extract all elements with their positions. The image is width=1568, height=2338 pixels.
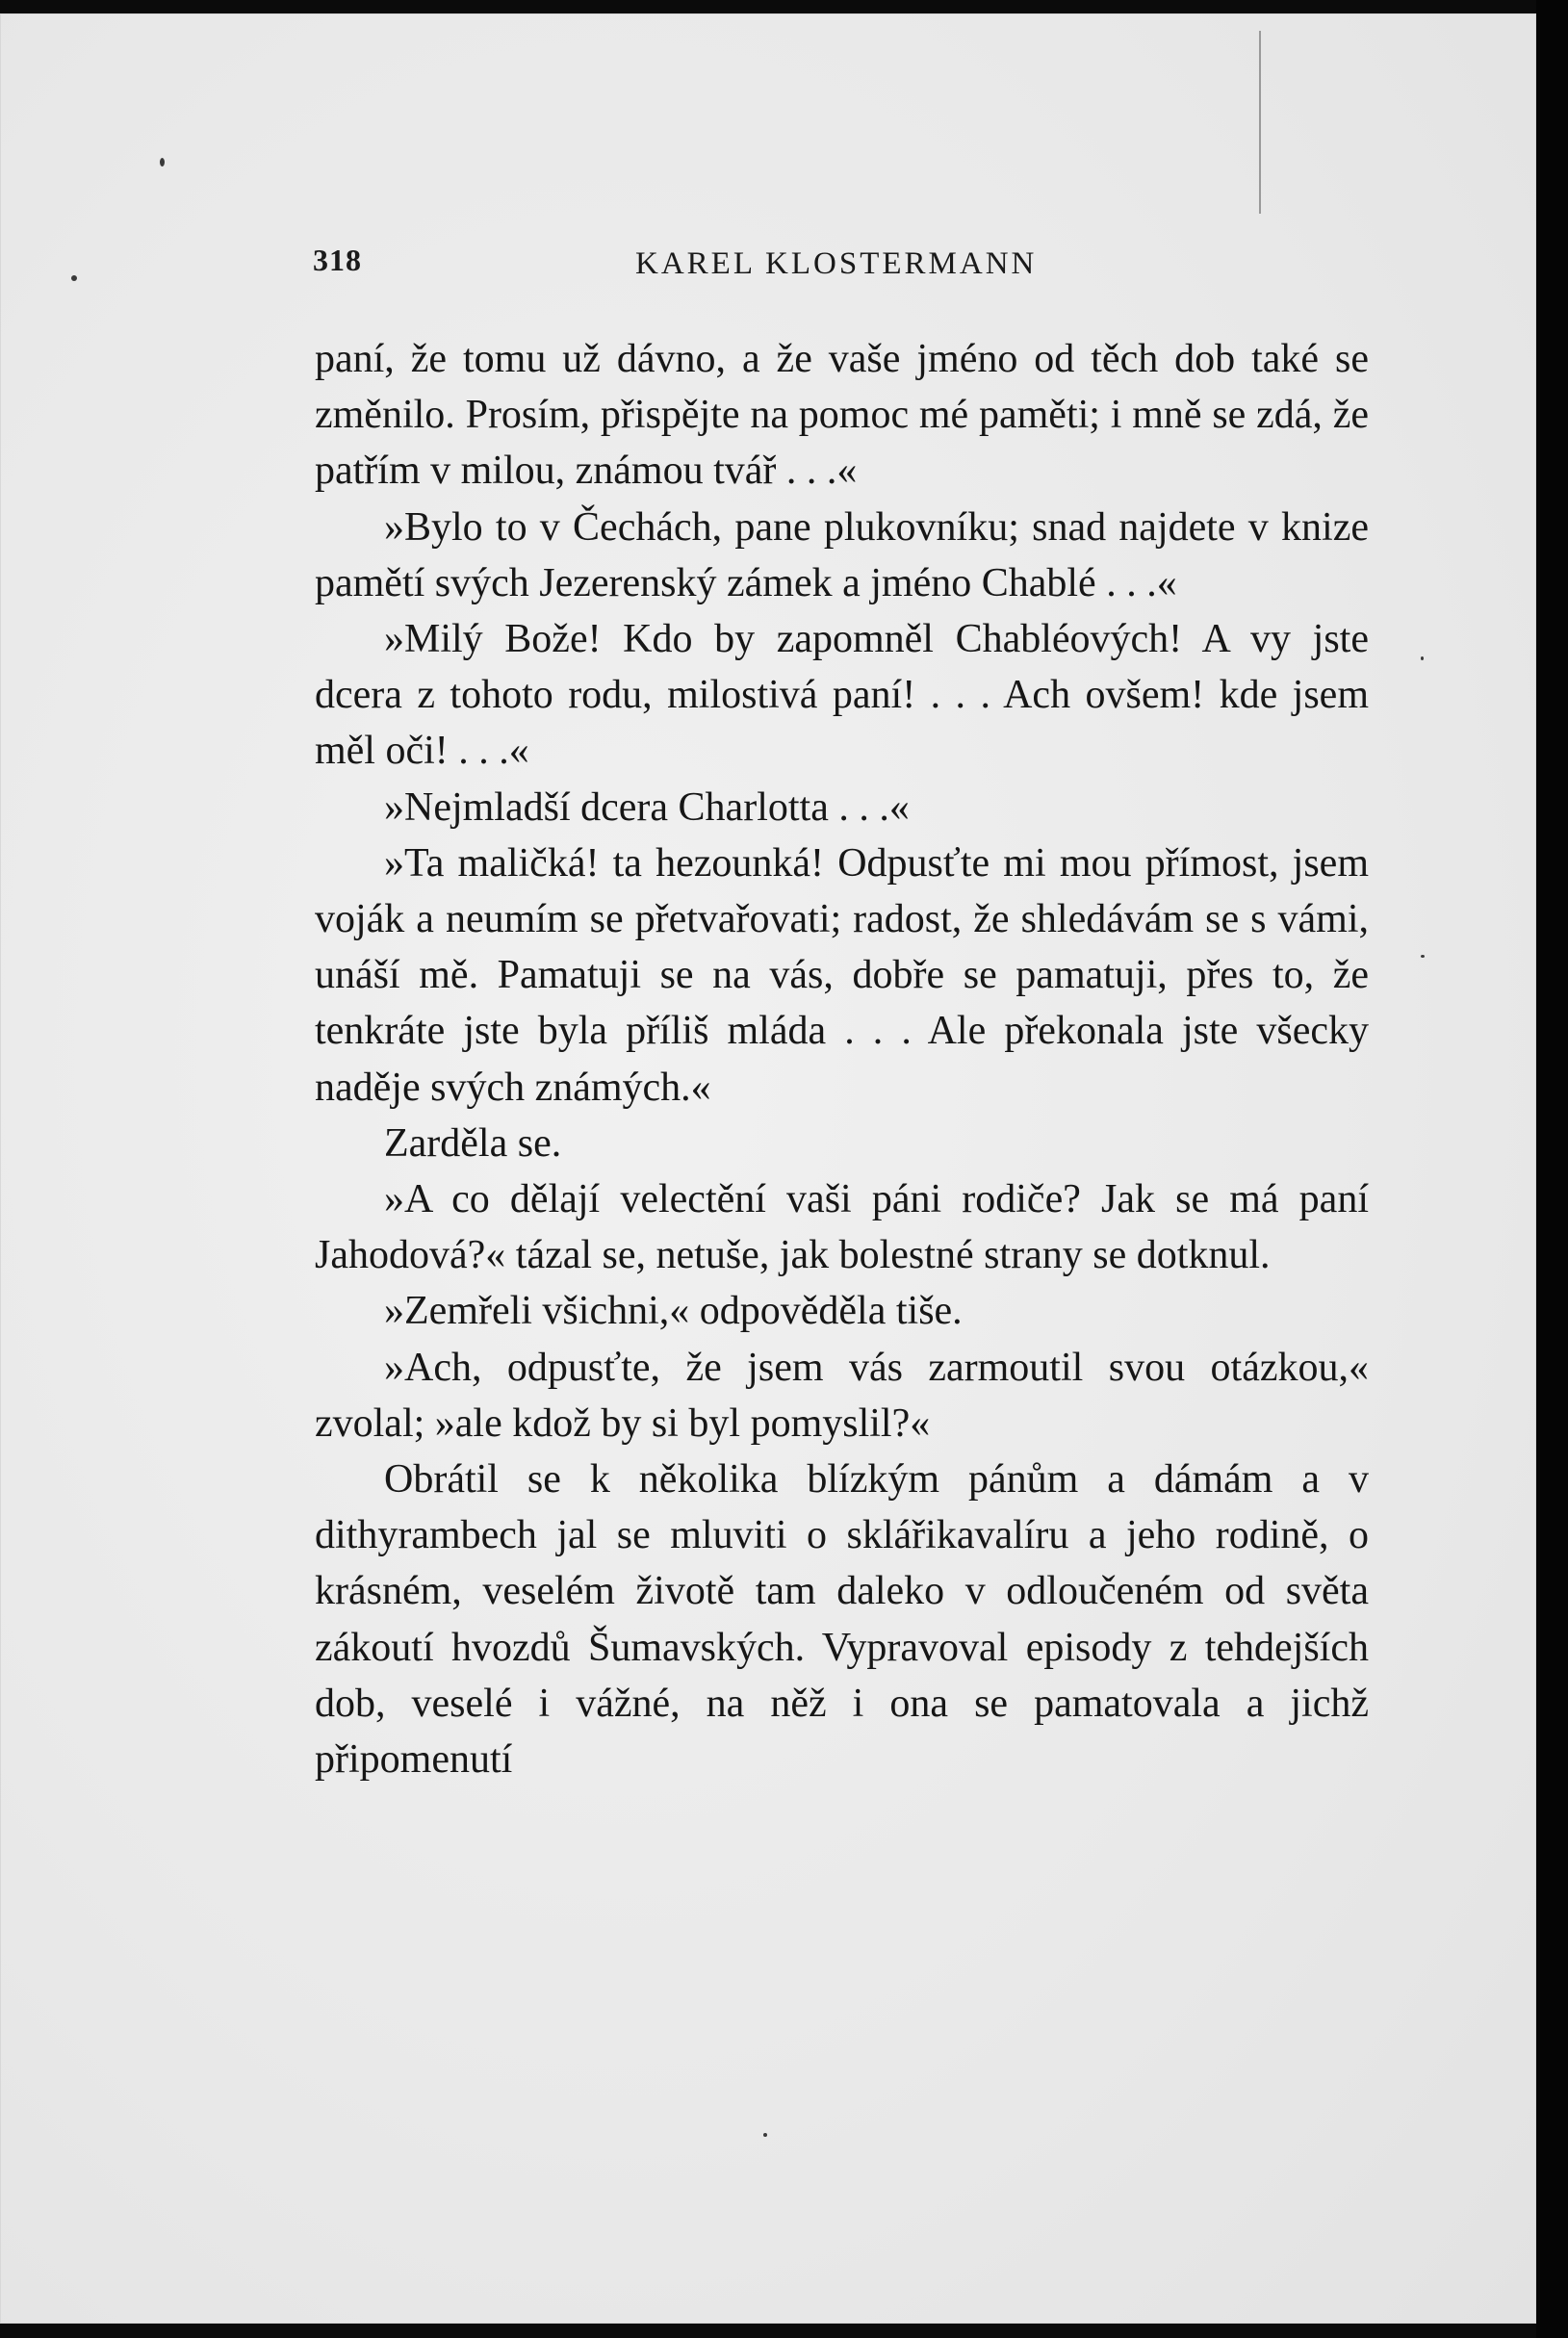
paragraph: Obrátil se k několika blízkým pánům a dámám a v dithyrambech jal se mluviti o sklářikavalíru a jeho rodině, o krásném, veselém životě tam daleko v odloučeném od světa zákoutí hvozdů Šumavských. Vypravoval episody z tehdejších dob, veselé i vážné, na něž i ona se pamatovala a jichž připomenutí bbox=[315, 1457, 1369, 1783]
paragraph: »Nejmladší dcera Charlotta . . .« bbox=[384, 784, 910, 830]
print-speck bbox=[160, 158, 165, 167]
page-number: 318 bbox=[313, 243, 362, 277]
paragraph: Zarděla se. bbox=[384, 1120, 562, 1166]
running-title: KAREL KLOSTERMANN bbox=[635, 246, 1038, 281]
print-speck bbox=[1421, 656, 1424, 660]
scan-border bbox=[1536, 0, 1568, 2338]
print-speck bbox=[1421, 955, 1425, 958]
body-text bbox=[315, 331, 1369, 1787]
book-page bbox=[0, 13, 1536, 2324]
paragraph: »A co dělají velectění vaši páni rodiče? Jak se má paní Jahodová?« tázal se, netuše, jak bolestné strany se dotknul. bbox=[315, 1177, 1369, 1278]
page-fold-line bbox=[1259, 31, 1261, 214]
paragraph: »Ta maličká! ta hezounká! Odpusťte mi mou přímost, jsem voják a neumím se přetvařovati; radost, že shledávám se s vámi, unáší mě. Pamatuji se na vás, dobře se pamatuji, přes to, že tenkráte jste byla příliš mláda . . . Ale překonala jste všecky naděje svých známých.« bbox=[315, 840, 1369, 1110]
paragraph: paní, že tomu už dávno, a že vaše jméno od těch dob také se změnilo. Prosím, přispějte na pomoc mé paměti; i mně se zdá, že patřím v milou, známou tvář . . .« bbox=[315, 337, 1369, 494]
paragraph: »Milý Bože! Kdo by zapomněl Chabléových! A vy jste dcera z tohoto rodu, milostivá paní! . . . Ach ovšem! kde jsem měl oči! . . .« bbox=[315, 617, 1369, 774]
paragraph: »Ach, odpusťte, že jsem vás zarmoutil svou otázkou,« zvolal; »ale kdož by si byl pomyslil?« bbox=[315, 1345, 1369, 1446]
paragraph: »Zemřeli všichni,« odpověděla tiše. bbox=[384, 1289, 963, 1334]
page-header bbox=[0, 243, 1536, 291]
paragraph: »Bylo to v Čechách, pane plukovníku; snad najdete v knize pamětí svých Jezerenský zámek a jméno Chablé . . .« bbox=[315, 504, 1369, 605]
print-speck bbox=[763, 2133, 767, 2137]
